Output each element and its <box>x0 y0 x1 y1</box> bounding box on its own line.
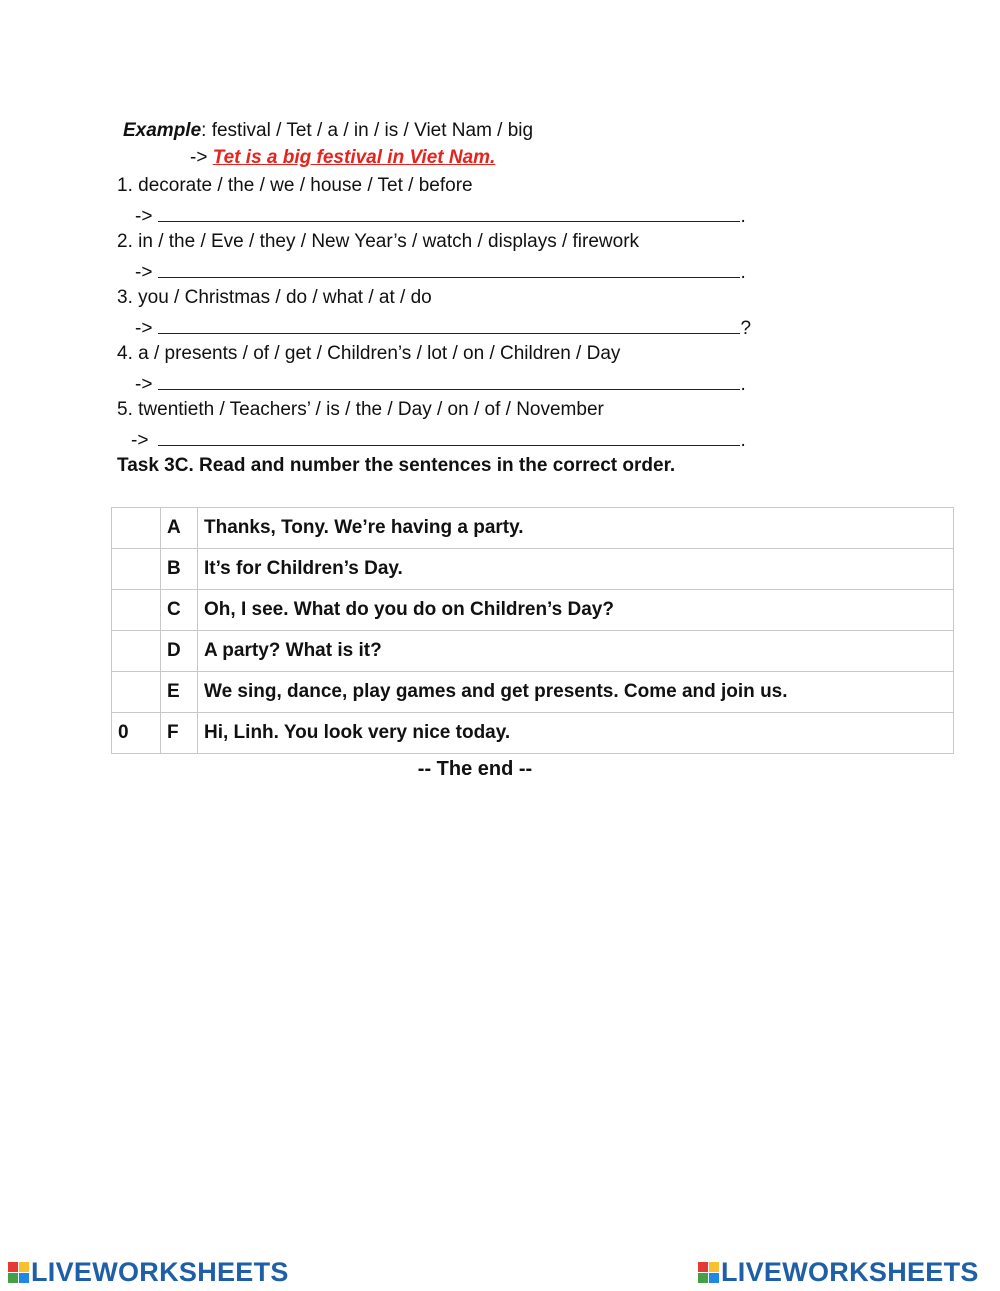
answer-arrow: -> <box>135 206 153 227</box>
question-prompt: 5. twentieth / Teachers’ / is / the / Day / on / of / November <box>117 399 604 420</box>
sentence-text: Thanks, Tony. We’re having a party. <box>198 508 954 549</box>
answer-end: . <box>740 430 746 451</box>
answer-arrow: -> <box>135 318 153 339</box>
answer-arrow: -> <box>135 262 153 283</box>
sentence-text: We sing, dance, play games and get presents. Come and join us. <box>198 672 954 713</box>
sentence-text: Oh, I see. What do you do on Children’s Day? <box>198 590 954 631</box>
liveworksheets-logo-icon <box>8 1262 29 1283</box>
answer-end: ? <box>740 318 752 339</box>
table-row <box>112 508 954 549</box>
table-row <box>112 631 954 672</box>
answer-input[interactable] <box>158 203 740 222</box>
answer-input[interactable] <box>158 315 740 334</box>
brand-name: LIVEWORKSHEETS <box>721 1257 979 1287</box>
sentence-text: Hi, Linh. You look very nice today. <box>198 713 954 754</box>
answer-row <box>135 315 751 340</box>
example-label: Example <box>123 120 202 141</box>
order-number-input[interactable] <box>112 549 161 590</box>
answer-row <box>135 203 746 228</box>
answer-input[interactable] <box>158 259 740 278</box>
question-prompt: 2. in / the / Eve / they / New Year’s / watch / displays / firework <box>117 231 640 252</box>
sentence-letter: E <box>161 672 198 713</box>
example-arrow: -> <box>190 147 208 168</box>
the-end-label: -- The end -- <box>417 758 533 780</box>
brand-logo-left <box>8 1257 289 1288</box>
sentence-letter: D <box>161 631 198 672</box>
order-number-input[interactable] <box>112 631 161 672</box>
answer-arrow: -> <box>135 374 153 395</box>
answer-end: . <box>740 374 746 395</box>
sentence-letter: A <box>161 508 198 549</box>
answer-row <box>135 371 746 396</box>
question-prompt: 4. a / presents / of / get / Children’s / lot / on / Children / Day <box>117 343 621 364</box>
question-prompt: 3. you / Christmas / do / what / at / do <box>117 287 432 308</box>
order-number-input[interactable] <box>112 672 161 713</box>
sentence-text: A party? What is it? <box>198 631 954 672</box>
answer-end: . <box>740 206 746 227</box>
order-number-input[interactable] <box>112 590 161 631</box>
example-prompt: : festival / Tet / a / in / is / Viet Nam / big <box>201 120 534 141</box>
sentence-text: It’s for Children’s Day. <box>198 549 954 590</box>
task-title: Task 3C. Read and number the sentences in the correct order. <box>117 455 676 476</box>
table-row <box>112 713 954 754</box>
table-row <box>112 672 954 713</box>
example-line <box>117 120 533 142</box>
sentence-letter: F <box>161 713 198 754</box>
ordering-table <box>111 507 954 754</box>
answer-input[interactable] <box>158 371 740 390</box>
brand-name: LIVEWORKSHEETS <box>31 1257 289 1287</box>
brand-logo-right <box>698 1257 979 1288</box>
table-row <box>112 590 954 631</box>
answer-row <box>135 259 746 284</box>
answer-row <box>131 427 746 452</box>
answer-end: . <box>740 262 746 283</box>
answer-input[interactable] <box>158 427 740 446</box>
order-number-input[interactable] <box>112 508 161 549</box>
order-number-given: 0 <box>112 713 161 754</box>
example-answer: Tet is a big festival in Viet Nam. <box>212 147 496 168</box>
question-prompt: 1. decorate / the / we / house / Tet / before <box>117 175 473 196</box>
liveworksheets-logo-icon <box>698 1262 719 1283</box>
sentence-letter: B <box>161 549 198 590</box>
answer-arrow: -> <box>131 430 149 451</box>
table-row <box>112 549 954 590</box>
sentence-letter: C <box>161 590 198 631</box>
example-answer-line <box>190 147 495 169</box>
